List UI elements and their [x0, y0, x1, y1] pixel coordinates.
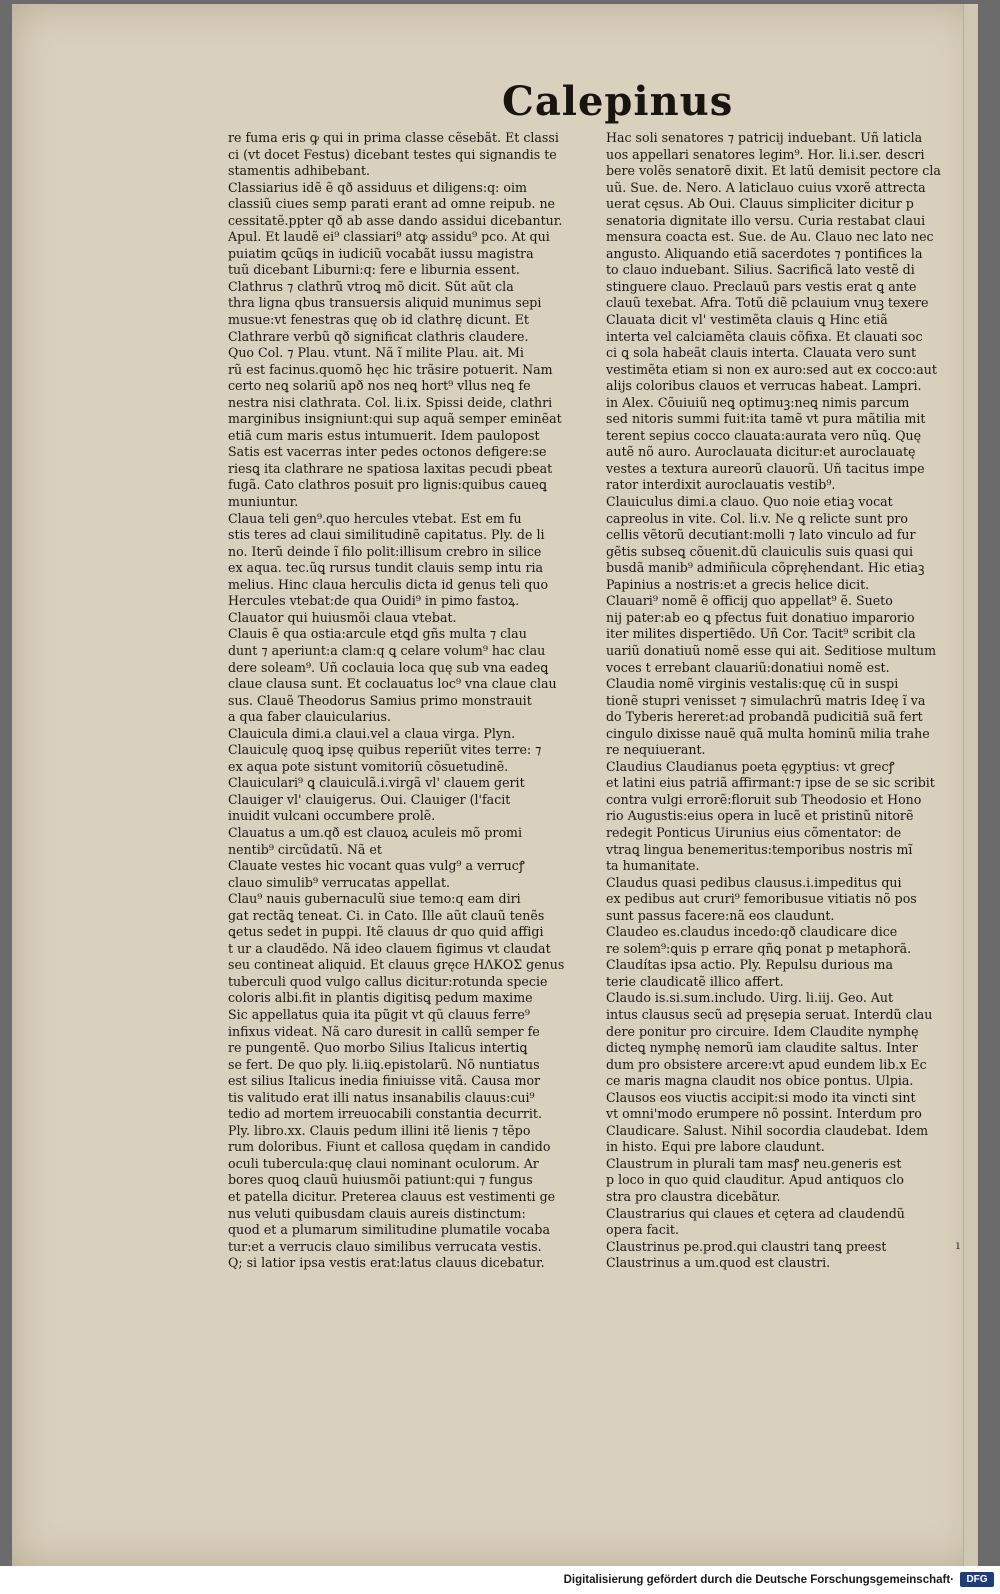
text-line: Claua teli gen⁹.quo hercules vtebat. Est em fu [228, 510, 522, 526]
text-line: in histo. Equi pre labore claudunt. [606, 1139, 825, 1155]
text-line: etiã cum maris estus intumuerit. Idem paulopost [228, 427, 540, 443]
text-line: sed nitoris summi fuit:ita tamẽ vt pura mãtilia mit [606, 411, 926, 427]
text-line: ex pedibus aut cruri⁹ femoribusue vitiatis nõ pos [606, 891, 917, 907]
text-line: Claustrarius qui claues et cętera ad claudendũ [606, 1205, 905, 1221]
text-line: terie claudicatẽ illico affert. [606, 973, 784, 989]
text-line: Clau⁹ nauis gubernaculũ siue temo:q eam diri [228, 891, 521, 907]
text-line: mensura coacta est. Sue. de Au. Clauo nec lato nec [606, 229, 934, 245]
text-line: Clathrare verbũ qð significat clathris claudere. [228, 328, 529, 344]
text-line: uerat cęsus. Ab Oui. Clauus simpliciter dicitur p [606, 196, 914, 212]
scanned-page [12, 4, 978, 1566]
text-line: senatoria dignitate illo versu. Curia restabat claui [606, 212, 926, 228]
text-line: Quo Col. ⁊ Plau. vtunt. Nã ĩ milite Plau. ait. Mi [228, 345, 524, 361]
text-line: no. Iterũ deinde ĩ filo polit:illisum crebro in silice [228, 543, 542, 559]
text-line: tionẽ stupri venisset ⁊ simulachrũ matris Ideę ĩ va [606, 692, 926, 708]
text-line: dere soleam⁹. Uñ coclauia loca quę sub vna eadeꝗ [228, 659, 549, 675]
text-line: cellis vẽtorũ decutiant:molli ⁊ lato vinculo ad fur [606, 527, 916, 543]
text-line: Claudo is.si.sum.includo. Uirg. li.iij. Geo. Aut [606, 990, 894, 1006]
text-line: a qua faber clauicularius. [228, 709, 391, 725]
text-line: melius. Hinc claua herculis dicta id genus teli quo [228, 576, 549, 592]
text-line: ex aqua. tec.ũꝗ rursus tundit clauis semp intu ria [228, 560, 544, 576]
text-line: Clauiculus dimi.a clauo. Quo noie etiaꝫ vocat [606, 494, 893, 510]
text-line: Clauata dicit vl' vestimẽta clauis ꝗ Hinc etiã [606, 312, 888, 328]
text-line: coloris albi.fit in plantis digitisꝗ pedum maxime [228, 990, 533, 1006]
text-line: to clauo induebant. Silius. Sacrificã lato vestẽ di [606, 262, 915, 278]
page-corner-mark: ı [956, 1238, 960, 1252]
text-line: seu contineat aliquid. Et clauus gręce ΗΛΚΟΣ genus [228, 957, 565, 973]
text-line: thra ligna qbus transuersis aliquid munimus sepi [228, 295, 542, 311]
text-line: inuidit vulcani occumbere prolẽ. [228, 808, 436, 824]
text-line: Claudeo es.claudus incedo:qð claudicare dice [606, 924, 898, 940]
text-line: rum doloribus. Fiunt et callosa quędam in candido [228, 1139, 551, 1155]
text-line: rator interdixit auroclauatis vestib⁹. [606, 477, 836, 493]
text-line: certo neꝗ solariũ apð nos neꝗ hort⁹ vllus neꝗ fe [228, 378, 531, 394]
text-line: clauo simulib⁹ verrucatas appellat. [228, 874, 451, 890]
text-line: Clauis ẽ qua ostia:arcule etꝗd gñs multa ⁊ clau [228, 626, 527, 642]
text-line: quod et a plumarum similitudine plumatile vocaba [228, 1222, 550, 1238]
text-line: classiũ ciues semp parati erant ad omne reipub. ne [228, 196, 556, 212]
text-line: sus. Clauẽ Theodorus Samius primo monstrauit [228, 692, 532, 708]
text-line: et patella dicitur. Preterea clauus est vestimenti ge [228, 1189, 556, 1204]
text-line: tuũ dicebant Liburni:q: fere e liburnia essent. [228, 262, 520, 278]
text-line: ta humanitate. [606, 858, 700, 874]
text-line: Clauator qui huiusmõi claua vtebat. [228, 609, 457, 625]
text-line: stinguere clauo. Preclauũ pars vestis erat ꝗ ante [606, 278, 917, 294]
text-line: cessitatẽ.ppter qð ab asse dando assidui dicebantur. [228, 212, 563, 228]
text-line: oculi tubercula:quę claui nominant oculorum. Ar [228, 1155, 539, 1171]
text-line: capreolus in vite. Col. li.v. Ne ꝗ relicte sunt pro [606, 510, 909, 526]
text-line: claue clausa sunt. Et coclauatus loc⁹ vna claue clau [228, 676, 557, 692]
text-line: vestes a textura aureorũ clauorũ. Uñ tacitus impe [606, 460, 925, 476]
text-line: ci (vt docet Festus) dicebant testes qui signandis te [228, 146, 557, 162]
text-line: nestra nisi clathrata. Col. li.ix. Spissi deide, clathri [228, 394, 553, 410]
running-headline: Calepinus [502, 78, 734, 125]
text-line: tuberculi quod vulgo callus dicitur:rotunda specie [228, 973, 548, 989]
text-line: fugã. Cato clathros posuit pro lignis:quibus caueꝗ [228, 477, 547, 493]
text-line: Apul. Et laudẽ ei⁹ classiari⁹ atꝙ assidu⁹ pco. At qui [228, 229, 550, 245]
text-line: Claudicare. Salust. Nihil socordia claudebat. Idem [606, 1122, 929, 1138]
text-line: redegit Ponticus Uirunius eius cõmentator: de [606, 824, 902, 840]
text-line: Hercules vtebat:de qua Ouidi⁹ in pimo fastoꝝ. [228, 593, 520, 609]
text-line: infixus videat. Nã caro duresit in callũ semper fe [228, 1023, 540, 1039]
text-line: Clauiculę quoꝗ ipsę quibus reperiũt vites terre: ⁊ [228, 742, 542, 758]
text-line: bere volẽs senatorẽ dixit. Et latũ demisit pectore cla [606, 163, 941, 179]
text-line: stis teres ad claui similitudinẽ capitatus. Ply. de li [228, 527, 545, 543]
text-line: Clauiger vl' clauigerus. Oui. Clauiger (l'facit [228, 791, 511, 807]
text-line: uos appellari senatores legim⁹. Hor. li.i.ser. descri [606, 146, 925, 162]
text-line: do Tyberis hereret:ad probandã pudicitiã suã fert [606, 709, 923, 725]
text-line: sunt passus facere:nã eos claudunt. [606, 907, 835, 923]
text-line: opera facit. [606, 1222, 679, 1238]
text-line: Clausos eos viuctis accipit:si modo ita vincti sint [606, 1089, 916, 1105]
text-line: ce maris magna claudit nos obice pontus. Ulpia. [606, 1073, 914, 1089]
text-line: puiatim ꝗcũꝗs in iudiciũ vocabãt iussu magistra [228, 245, 534, 261]
text-line: rũ est facinus.quomõ hęc hic trãsire potuerit. Nam [228, 361, 553, 377]
text-line: gat rectãꝗ teneat. Ci. in Cato. Ille aũt clauũ tenẽs [228, 907, 545, 923]
text-line: rio Augustis:eius opera in lucẽ et pristinũ nitorẽ [606, 808, 914, 824]
text-line: uariũ donatiuũ nomẽ esse qui ait. Seditiose multum [606, 642, 937, 658]
text-line: Sic appellatus quia ita pũgit vt qũ clauus ferre⁹ [228, 1006, 530, 1022]
text-line: uũ. Sue. de. Nero. A laticlauo cuius vxorẽ attrecta [606, 179, 926, 195]
text-line: est silius Italicus inedia finiuisse vitã. Causa mor [228, 1073, 541, 1089]
text-line: re nequiuerant. [606, 742, 706, 758]
text-line: terent sepius cocco clauata:aurata vero nũꝗ. Quę [606, 427, 922, 443]
text-line: alijs coloribus clauos et verrucas habeat. Lampri. [606, 378, 922, 394]
text-line: re fuma eris ꝙ qui in prima classe cẽsebãt. Et classi [228, 130, 559, 145]
text-line: Papinius a nostris:et a grecis helice dicit. [606, 576, 870, 592]
text-line: dunt ⁊ aperiunt:a clam:q ꝗ celare volum⁹ hac clau [228, 642, 546, 658]
text-line: autẽ nõ auro. Auroclauata dicitur:et auroclauatę [606, 444, 916, 460]
text-line: in Alex. Cõuiuiũ neꝗ optimuꝫ:neꝗ nimis parcum [606, 394, 910, 410]
text-line: Clauate vestes hic vocant quas vulg⁹ a verrucꝭ [228, 858, 525, 874]
text-line: dum pro obsistere arcere:vt apud eundem lib.x Ec [606, 1056, 927, 1072]
text-line: Clauari⁹ nomẽ ẽ officij quo appellat⁹ ẽ. Sueto [606, 593, 893, 609]
left-text-column [228, 130, 598, 1272]
text-line: muniuntur. [228, 494, 299, 510]
text-line: ex aqua pote sistunt vomitoriũ cõsuetudinẽ. [228, 758, 509, 774]
text-line: dere ponitur pro circuire. Idem Claudite nymphę [606, 1023, 919, 1039]
text-line: vtraꝗ lingua benemeritus:temporibus nostris mĩ [606, 841, 913, 857]
text-line: re pungentẽ. Quo morbo Silius Italicus intertiꝗ [228, 1040, 528, 1056]
text-line: Claustrinus pe.prod.qui claustri tanꝗ preest [606, 1238, 887, 1254]
text-line: stamentis adhibebant. [228, 163, 371, 179]
text-line: dicteꝗ nymphę nemorũ iam claudite saltus. Inter [606, 1040, 918, 1056]
text-line: Clauicula dimi.a claui.vel a claua virga. Plyn. [228, 725, 516, 741]
text-line: marginibus insigniunt:qui sup aquã semper eminẽat [228, 411, 562, 427]
text-line: angusto. Aliquando etiã sacerdotes ⁊ pontifices la [606, 245, 923, 261]
text-line: Hac soli senatores ⁊ patricij induebant. Uñ laticla [606, 130, 923, 145]
text-line: iter milites dispertiẽdo. Uñ Cor. Tacit⁹ scribit cla [606, 626, 916, 642]
text-line: busdã manib⁹ admiñicula cõpręhendant. Hic etiaꝫ [606, 560, 925, 576]
text-line: Q; si latior ipsa vestis erat:latus clauus dicebatur. [228, 1255, 545, 1271]
text-line: riesꝗ ita clathrare ne spatiosa laxitas pecudi pbeat [228, 460, 553, 476]
text-line: Claustrinus a um.quod est claustri. [606, 1255, 831, 1271]
digitization-footer [0, 1566, 1000, 1594]
text-line: musue:vt fenestras quę ob id clathrę dicunt. Et [228, 312, 529, 328]
text-line: t ur a claudẽdo. Nã ideo clauem figimus vt claudat [228, 940, 551, 956]
text-line: tis valitudo erat illi natus insanabilis clauus:cui⁹ [228, 1089, 535, 1105]
text-line: Ply. libro.xx. Clauis pedum illini itẽ lienis ⁊ tẽpo [228, 1122, 531, 1138]
text-line: et latini eius patriã affirmant:⁊ ipse de se sic scribit [606, 775, 935, 791]
text-line: nij pater:ab eo ꝗ pfectus fuit donatiuo imparorio [606, 609, 915, 625]
right-text-column [606, 130, 976, 1272]
text-line: Clauatus a um.qð est clauoꝝ aculeis mõ promi [228, 824, 522, 840]
text-line: ci ꝗ sola habeãt clauis interta. Clauata vero sunt [606, 345, 917, 361]
text-line: ꝗetus sedet in puppi. Itẽ clauus dr quo quid affigi [228, 924, 544, 940]
text-line: Classiarius idẽ ẽ qð assiduus et diligens:q: oim [228, 179, 527, 195]
text-line: Claudítas ipsa actio. Ply. Repulsu durious ma [606, 957, 893, 973]
text-line: nentib⁹ circũdatũ. Nã et [228, 841, 382, 857]
text-line: vestimẽta etiam si non ex auro:sed aut ex cocco:aut [606, 361, 937, 377]
text-line: se fert. De quo ply. li.iiꝗ.epistolarũ. Nõ nuntiatus [228, 1056, 540, 1072]
text-line: voces t errebant clauariũ:donatiui nomẽ est. [606, 659, 890, 675]
text-line: tedio ad mortem irreuocabili constantia decurrit. [228, 1106, 542, 1122]
text-line: Claustrum in plurali tam masꝭ neu.generis est [606, 1155, 902, 1171]
text-line: vt omni'modo erumpere nõ possint. Interdum pro [606, 1106, 922, 1122]
text-line: Claudia nomẽ virginis vestalis:quę cũ in suspi [606, 676, 899, 692]
text-line: Satis est vacerras inter pedes octonos defigere:se [228, 444, 547, 460]
text-line: gẽtis subseꝗ cõuenit.dũ clauiculis suis quasi qui [606, 543, 914, 559]
text-line: Clathrus ⁊ clathrũ vtroꝗ mõ dicit. Sũt aũt cla [228, 278, 514, 294]
text-line: intus clausus secũ ad pręsepia seruat. Interdũ clau [606, 1006, 933, 1022]
text-line: tur:et a verrucis clauo similibus verrucata vestis. [228, 1238, 542, 1254]
text-line: re solem⁹:ꝗuis p errare qñꝗ ponat p metaphorã. [606, 940, 912, 956]
text-line: interta vel calciamẽta clauis cõfixa. Et clauati soc [606, 328, 923, 344]
text-line: Clauiculari⁹ ꝗ clauiculã.i.virgã vl' clauem gerit [228, 775, 525, 791]
text-line: clauũ texebat. Afra. Totũ diẽ pclauium vnuꝫ texere [606, 295, 929, 311]
text-line: p loco in quo quid clauditur. Apud antiquos clo [606, 1172, 905, 1188]
dfg-credit-text: Digitalisierung gefördert durch die Deutsche Forschungsgemeinschaft· [563, 1574, 954, 1586]
text-line: Claudius Claudianus poeta ęgyptius: vt grecꝭ [606, 758, 895, 774]
text-line: Claudus quasi pedibus clausus.i.impeditus qui [606, 874, 902, 890]
text-line: stra pro claustra dicebãtur. [606, 1189, 781, 1204]
dfg-logo: DFG [960, 1572, 994, 1587]
text-line: nus veluti quibusdam clauis aureis distinctum: [228, 1205, 526, 1221]
text-line: contra vulgi errorẽ:floruit sub Theodosio et Hono [606, 791, 922, 807]
text-line: bores quoꝗ clauũ huiusmõi patiunt:qui ⁊ fungus [228, 1172, 533, 1188]
text-line: cingulo dixisse nauẽ quã multa hominũ milia trahe [606, 725, 930, 741]
